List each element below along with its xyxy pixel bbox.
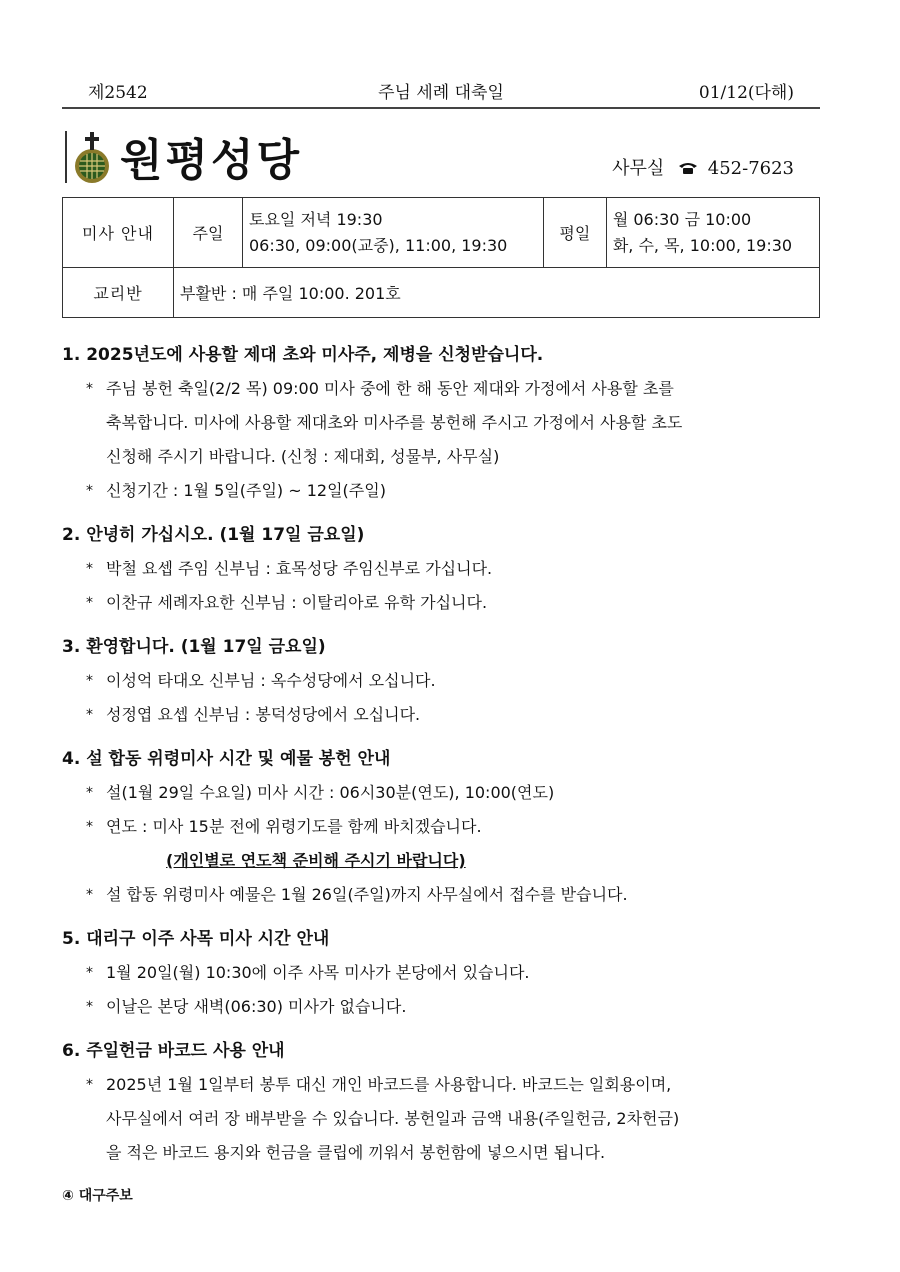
mass-label-cell: 미사 안내 [63, 198, 174, 268]
sunday-times-line-2: 06:30, 09:00(교중), 11:00, 19:30 [249, 235, 508, 255]
notice-bullet: * 이찬규 세례자요한 신부님 : 이탈리아로 유학 가십니다. [62, 586, 842, 620]
weekday-times-cell [606, 198, 819, 268]
weekday-label-cell: 평일 [543, 198, 606, 268]
bullet-mark: * [86, 707, 93, 723]
bullet-mark: * [86, 965, 93, 981]
bullet-mark: * [86, 673, 93, 689]
notice-continuation: 축복합니다. 미사에 사용할 제대초와 미사주를 봉헌해 주시고 가정에서 사용할 초도 [106, 413, 683, 432]
parish-name: 원평성당 [120, 135, 303, 186]
notice-6 [62, 1034, 842, 1170]
notice-continuation: 을 적은 바코드 용지와 헌금을 클립에 끼워서 봉헌함에 넣으시면 됩니다. [106, 1143, 606, 1162]
bullet-mark: * [86, 595, 93, 611]
mass-schedule-table [62, 197, 820, 318]
parish-logo-icon [62, 128, 122, 186]
notice-title: 3. 환영합니다. (1월 17일 금요일) [62, 637, 326, 657]
feast-title: 주님 세례 대축일 [378, 83, 504, 103]
notice-continuation: 신청해 주시기 바랍니다. (신청 : 제대회, 성물부, 사무실) [106, 447, 500, 466]
notice-note: (개인별로 연도책 준비해 주시기 바랍니다) [166, 851, 466, 870]
notice-bullet: * 박철 요셉 주임 신부님 : 효목성당 주임신부로 가십니다. [62, 552, 842, 586]
bullet-mark: * [86, 483, 93, 499]
sunday-times-line-1: 토요일 저녁 19:30 [249, 209, 383, 229]
notice-5 [62, 922, 842, 1024]
notice-bullet: * 연도 : 미사 15분 전에 위령기도를 함께 바치겠습니다. [62, 810, 842, 844]
notice-bullet: * 1월 20일(월) 10:30에 이주 사목 미사가 본당에서 있습니다. [62, 956, 842, 990]
notices [62, 338, 842, 1180]
notice-title: 4. 설 합동 위령미사 시간 및 예물 봉헌 안내 [62, 749, 391, 769]
office-contact [612, 154, 794, 180]
office-phone: 452-7623 [707, 158, 794, 179]
notice-bullet: * 설(1월 29일 수요일) 미사 시간 : 06시30분(연도), 10:00(연도) [62, 776, 842, 810]
weekday-times-line-1: 월 06:30 금 10:00 [612, 209, 752, 229]
class-label-cell: 교리반 [63, 268, 174, 318]
notice-3 [62, 630, 842, 732]
phone-icon [678, 161, 698, 175]
bullet-mark: * [86, 785, 93, 801]
issue-date: 01/12(다해) [698, 83, 794, 103]
notice-1 [62, 338, 842, 508]
bullet-mark: * [86, 887, 93, 903]
notice-title: 1. 2025년도에 사용할 제대 초와 미사주, 제병을 신청받습니다. [62, 345, 544, 365]
header-rule [62, 107, 820, 109]
notice-bullet: * 신청기간 : 1월 5일(주일) ~ 12일(주일) [62, 474, 842, 508]
notice-bullet: * 이날은 본당 새벽(06:30) 미사가 없습니다. [62, 990, 842, 1024]
bullet-mark: * [86, 999, 93, 1015]
office-label: 사무실 [612, 158, 665, 179]
masthead [62, 124, 820, 190]
sunday-label-cell: 주일 [174, 198, 243, 268]
notice-2 [62, 518, 842, 620]
sunday-times-cell [243, 198, 544, 268]
bullet-mark: * [86, 381, 93, 397]
notice-title: 5. 대리구 이주 사목 미사 시간 안내 [62, 929, 330, 949]
header-bar [62, 68, 820, 108]
bullet-mark: * [86, 561, 93, 577]
notice-continuation: 사무실에서 여러 장 배부받을 수 있습니다. 봉헌일과 금액 내용(주일헌금, 2차헌금) [106, 1109, 680, 1128]
bullet-mark: * [86, 819, 93, 835]
notice-bullet: * 이성억 타대오 신부님 : 옥수성당에서 오십니다. [62, 664, 842, 698]
notice-title: 6. 주일헌금 바코드 사용 안내 [62, 1041, 285, 1061]
notice-title: 2. 안녕히 가십시오. (1월 17일 금요일) [62, 525, 365, 545]
notice-bullet: * 성정엽 요셉 신부님 : 봉덕성당에서 오십니다. [62, 698, 842, 732]
class-info-cell: 부활반 : 매 주일 10:00. 201호 [174, 268, 820, 318]
notice-4 [62, 742, 842, 912]
notice-bullet: * 2025년 1월 1일부터 봉투 대신 개인 바코드를 사용합니다. 바코드는 일회용이며, [62, 1068, 842, 1102]
weekday-times-line-2: 화, 수, 목, 10:00, 19:30 [612, 235, 793, 255]
issue-number: 제2542 [88, 83, 148, 103]
bullet-mark: * [86, 1077, 93, 1093]
notice-bullet: * 주님 봉헌 축일(2/2 목) 09:00 미사 중에 한 해 동안 제대와 가정에서 사용할 초를 [62, 372, 842, 406]
page-footer: ④ 대구주보 [62, 1188, 133, 1204]
notice-bullet: * 설 합동 위령미사 예물은 1월 26일(주일)까지 사무실에서 접수를 받습니다. [62, 878, 842, 912]
